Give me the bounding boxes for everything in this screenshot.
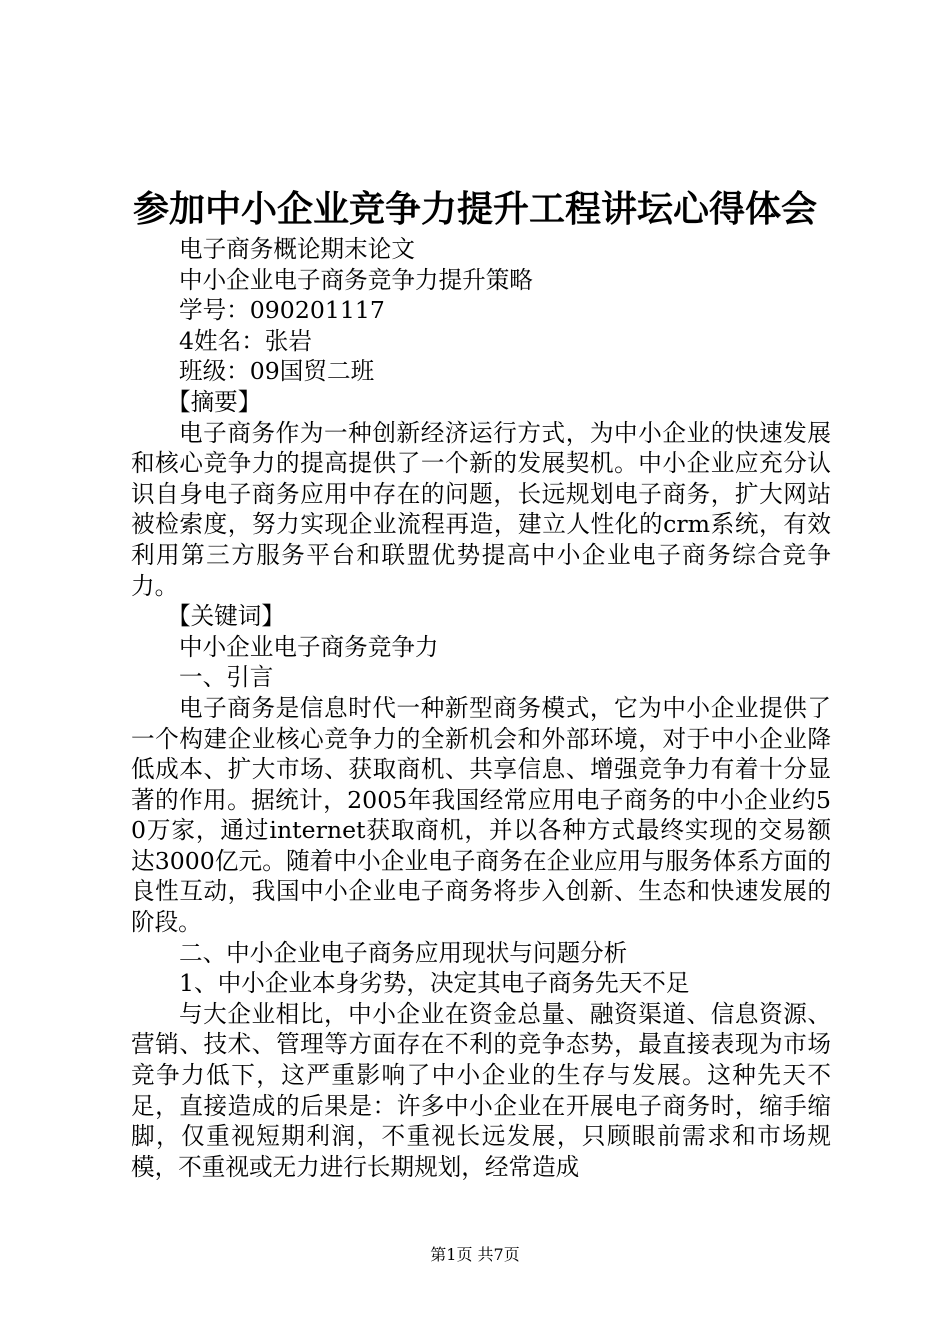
introduction-paragraph: 电子商务是信息时代一种新型商务模式，它为中小企业提供了一个构建企业核心竞争力的全新机会和外部环境，对于中小企业降低成本、扩大市场、获取商机、共享信息、增强竞争力有着十分显著的作用。据统计，2005年我国经常应用电子商务的中小企业约50万家，通过internet获取商机，并以各种方式最终实现的交易额达3000亿元。随着中小企业电子商务在企业应用与服务体系方面的良性互动，我国中小企业电子商务将步入创新、生态和快速发展的阶段。 <box>131 693 831 937</box>
page-number-footer: 第1页 共7页 <box>430 1245 520 1264</box>
document-title: 参加中小企业竞争力提升工程讲坛心得体会 <box>132 189 817 230</box>
abstract-heading: 【摘要】 <box>167 387 262 416</box>
paper-subtitle: 中小企业电子商务竞争力提升策略 <box>179 265 533 294</box>
section-heading-analysis: 二、中小企业电子商务应用现状与问题分析 <box>179 938 628 967</box>
section-heading-introduction: 一、引言 <box>179 663 274 692</box>
subsection-heading-1: 1、中小企业本身劣势，决定其电子商务先天不足 <box>179 969 690 998</box>
keywords-line: 中小企业电子商务竞争力 <box>179 632 439 661</box>
abstract-paragraph: 电子商务作为一种创新经济运行方式，为中小企业的快速发展和核心竞争力的提高提供了一个新的发展契机。中小企业应充分认识自身电子商务应用中存在的问题，长远规划电子商务，扩大网站被检索度，努力实现企业流程再造，建立人性化的crm系统，有效利用第三方服务平台和联盟优势提高中小企业电子商务综合竞争力。 <box>131 418 831 600</box>
subsection-1-paragraph: 与大企业相比，中小企业在资金总量、融资渠道、信息资源、营销、技术、管理等方面存在不利的竞争态势，最直接表现为市场竞争力低下，这严重影响了中小企业的生存与发展。这种先天不足，直接造成的后果是：许多中小企业在开展电子商务时，缩手缩脚，仅重视短期利润，不重视长远发展，只顾眼前需求和市场规模，不重视或无力进行长期规划，经常造成 <box>131 999 831 1181</box>
student-id-line: 学号：090201117 <box>179 296 385 325</box>
class-line: 班级：09国贸二班 <box>179 357 375 386</box>
course-line: 电子商务概论期末论文 <box>179 235 415 263</box>
keywords-heading: 【关键词】 <box>167 602 285 631</box>
student-name-line: 4姓名：张岩 <box>179 326 312 355</box>
document-body <box>131 234 831 1182</box>
